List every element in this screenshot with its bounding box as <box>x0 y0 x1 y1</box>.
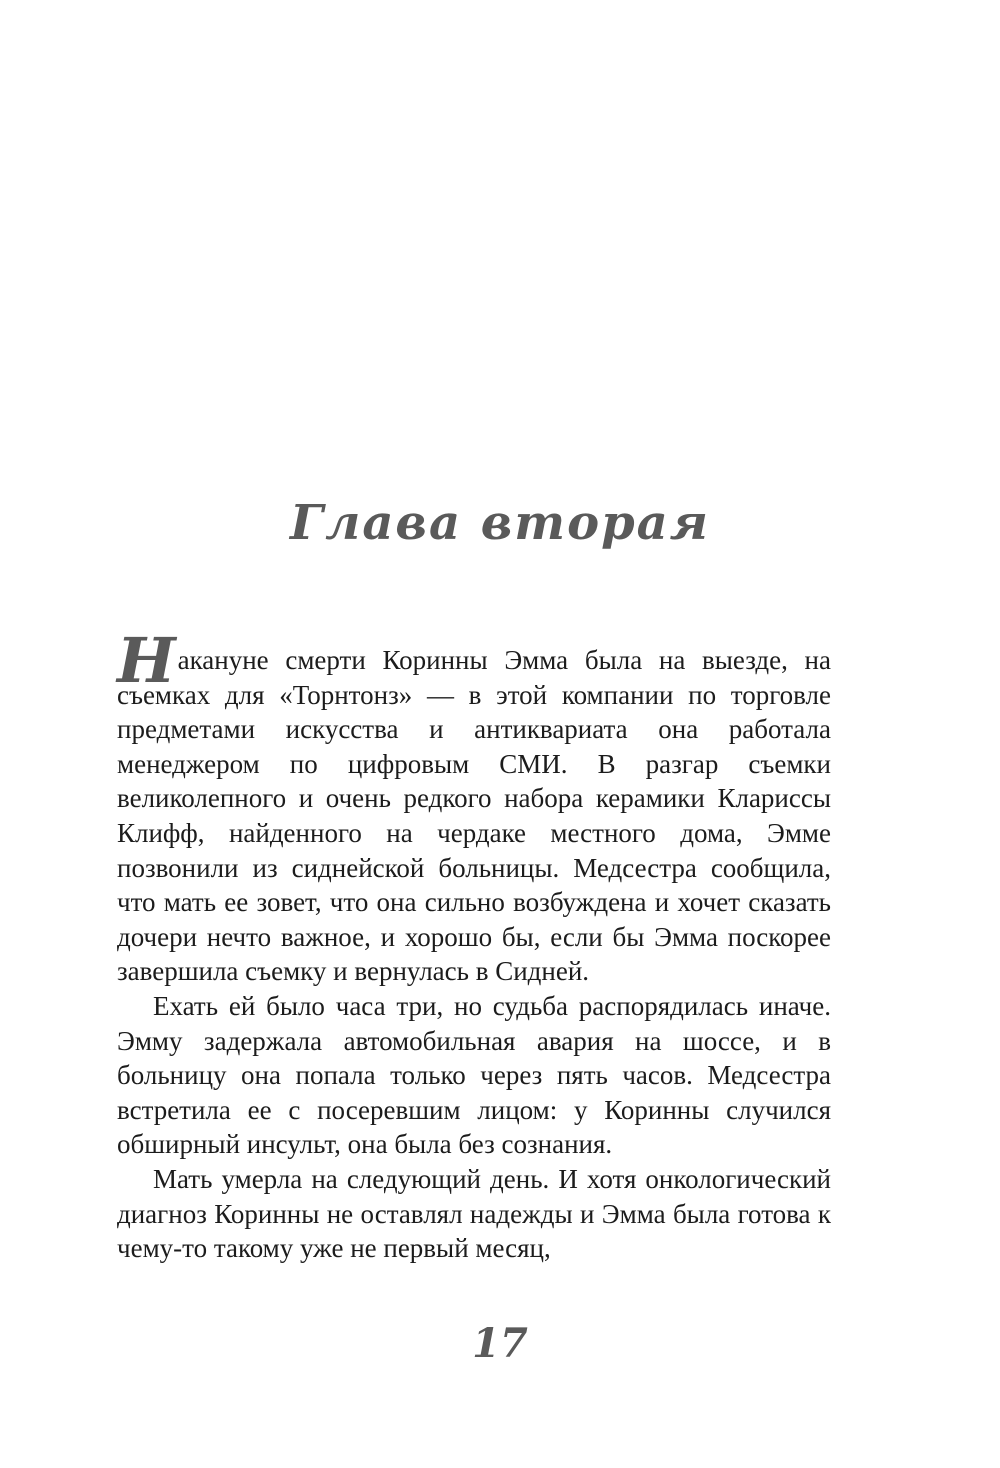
page-number: 17 <box>472 1320 528 1367</box>
chapter-body <box>117 624 831 1266</box>
paragraph-2: Ехать ей было часа три, но судьба распорядилась иначе. Эмму задержала автомобильная авария на шоссе, и в больницу она попала только через пять часов. Медсестра встретила ее с посеревшим лицом: у Коринны случился обширный инсульт, она была без сознания. <box>117 990 831 1160</box>
paragraph-1 <box>117 624 831 989</box>
paragraph-1-text: акануне смерти Коринны Эмма была на выезде, на съемках для «Торнтонз» — в этой компании по торговле предметами искусства и антиквариата она работала менеджером по цифровым СМИ. В разгар съемки великолепного и очень редкого набора керамики Клариссы Клифф, найденного на чердаке местного дома, Эмме позвонили из сиднейской больницы. Медсестра сообщила, что мать ее зовет, что она сильно возбуждена и хочет сказать дочери нечто важное, и хорошо бы, если бы Эмма поскорее завершила съемку и вернулась в Сидней. <box>117 645 831 987</box>
paragraph-3: Мать умерла на следующий день. И хотя онкологический диагноз Коринны не оставлял надежды и Эмма была готова к чему-то такому уже не первый месяц, <box>117 1163 831 1264</box>
drop-cap: Н <box>117 624 176 697</box>
chapter-title: Глава вторая <box>290 495 710 551</box>
